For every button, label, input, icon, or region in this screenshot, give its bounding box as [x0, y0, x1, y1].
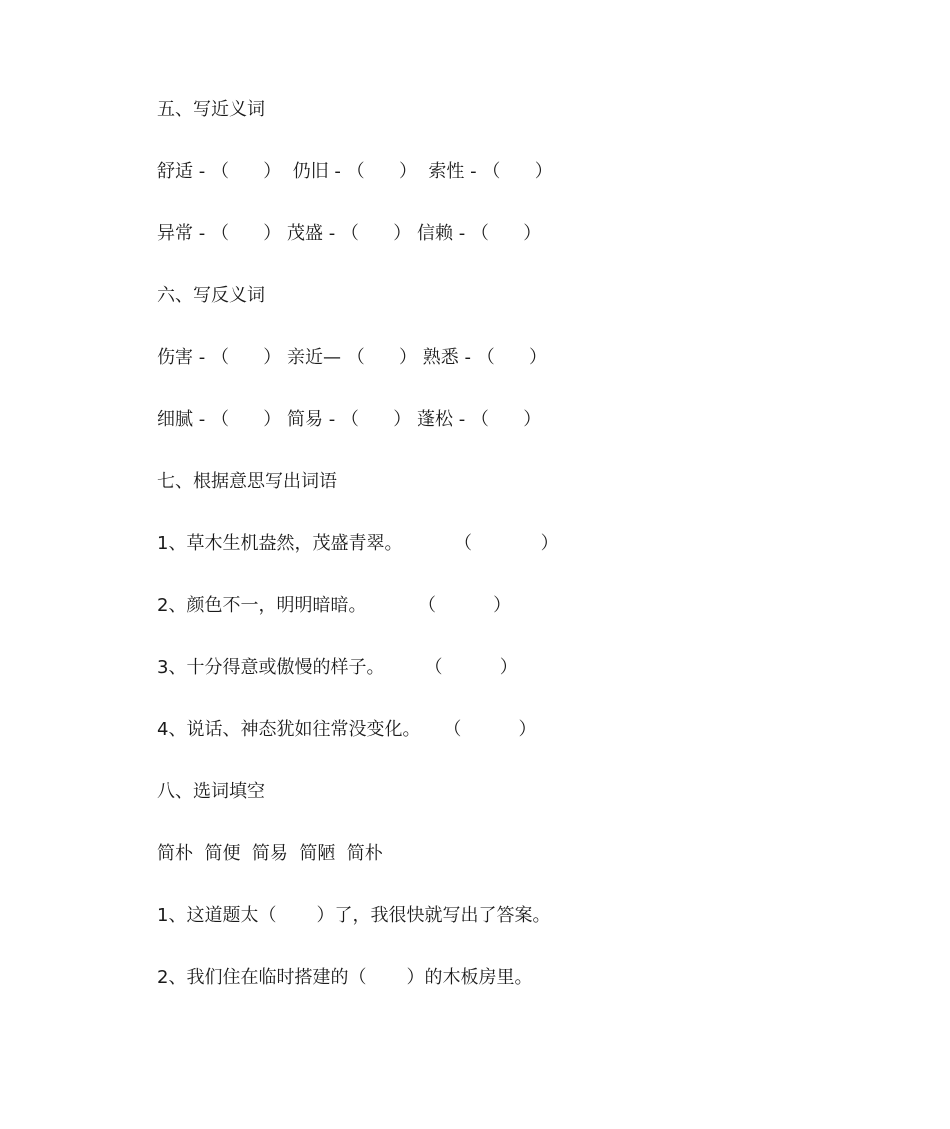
section-seven-heading: 七、根据意思写出词语: [157, 471, 337, 492]
synonym-row-2: 异常 - （ ） 茂盛 - （ ） 信赖 - （ ）: [157, 223, 542, 244]
meaning-item-2: 2、颜色不一，明明暗暗。 （ ）: [157, 595, 512, 616]
meaning-item-1: 1、草木生机盎然，茂盛青翠。 （ ）: [157, 533, 559, 554]
section-six-heading: 六、写反义词: [157, 285, 265, 306]
fill-blank-item-2: 2、我们住在临时搭建的（ ）的木板房里。: [157, 967, 533, 988]
section-five-heading: 五、写近义词: [157, 99, 265, 120]
meaning-item-4: 4、说话、神态犹如往常没变化。 （ ）: [157, 719, 537, 740]
worksheet-page: [157, 96, 857, 1026]
word-choices: 简朴 简便 简易 简陋 简朴: [157, 843, 383, 864]
synonym-row-1: 舒适 - （ ） 仍旧 - （ ） 索性 - （ ）: [157, 161, 553, 182]
section-eight-heading: 八、选词填空: [157, 781, 265, 802]
antonym-row-2: 细腻 - （ ） 简易 - （ ） 蓬松 - （ ）: [157, 409, 542, 430]
meaning-item-3: 3、十分得意或傲慢的样子。 （ ）: [157, 657, 518, 678]
fill-blank-item-1: 1、这道题太（ ）了，我很快就写出了答案。: [157, 905, 551, 926]
antonym-row-1: 伤害 - （ ） 亲近— （ ） 熟悉 - （ ）: [157, 347, 548, 368]
